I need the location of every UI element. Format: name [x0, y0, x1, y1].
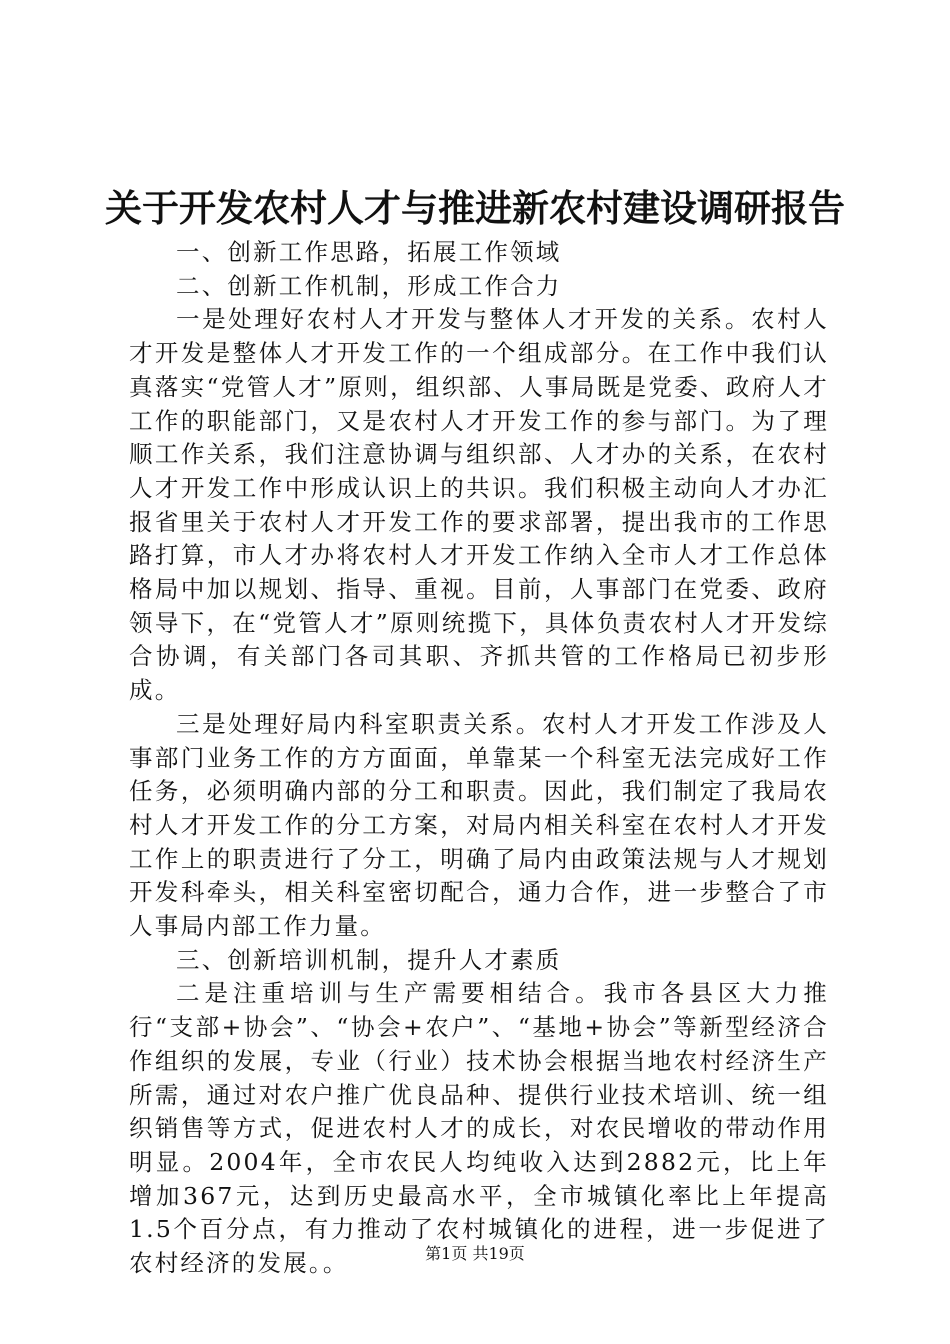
document-body: [129, 236, 829, 1281]
paragraph-3: 二是注重培训与生产需要相结合。我市各县区大力推行“支部+协会”、“协会+农户”、“基地+协会”等新型经济合作组织的发展，专业（行业）技术协会根据当地农村经济生产所需，通过对农户推广优良品种、提供行业技术培训、统一组织销售等方式，促进农村人才的成长，对农民增收的带动作用明显。2004年，全市农民人均纯收入达到2882元，比上年增加367元，达到历史最高水平，全市城镇化率比上年提高1.5个百分点，有力推动了农村城镇化的进程，进一步促进了农村经济的发展。。: [129, 979, 829, 1278]
section-heading-1: 一、创新工作思路，拓展工作领域: [176, 238, 562, 266]
section-heading-3: 三、创新培训机制，提升人才素质: [176, 945, 562, 974]
section-heading-2: 二、创新工作机制，形成工作合力: [176, 271, 562, 300]
page-footer: 第1页 共19页: [425, 1244, 525, 1263]
document-title: 关于开发农村人才与推进新农村建设调研报告: [105, 186, 845, 230]
paragraph-2: 三是处理好局内科室职责关系。农村人才开发工作涉及人事部门业务工作的方方面面，单靠某一个科室无法完成好工作任务，必须明确内部的分工和职责。因此，我们制定了我局农村人才开发工作的分工方案，对局内相关科室在农村人才开发工作上的职责进行了分工，明确了局内由政策法规与人才规划开发科牵头，相关科室密切配合，通力合作，进一步整合了市人事局内部工作力量。: [129, 709, 829, 941]
paragraph-1: 一是处理好农村人才开发与整体人才开发的关系。农村人才开发是整体人才开发工作的一个组成部分。在工作中我们认真落实“党管人才”原则，组织部、人事局既是党委、政府人才工作的职能部门，又是农村人才开发工作的参与部门。为了理顺工作关系，我们注意协调与组织部、人才办的关系，在农村人才开发工作中形成认识上的共识。我们积极主动向人才办汇报省里关于农村人才开发工作的要求部署，提出我市的工作思路打算，市人才办将农村人才开发工作纳入全市人才工作总体格局中加以规划、指导、重视。目前，人事部门在党委、政府领导下，在“党管人才”原则统揽下，具体负责农村人才开发综合协调，有关部门各司其职、齐抓共管的工作格局已初步形成。: [129, 305, 829, 705]
